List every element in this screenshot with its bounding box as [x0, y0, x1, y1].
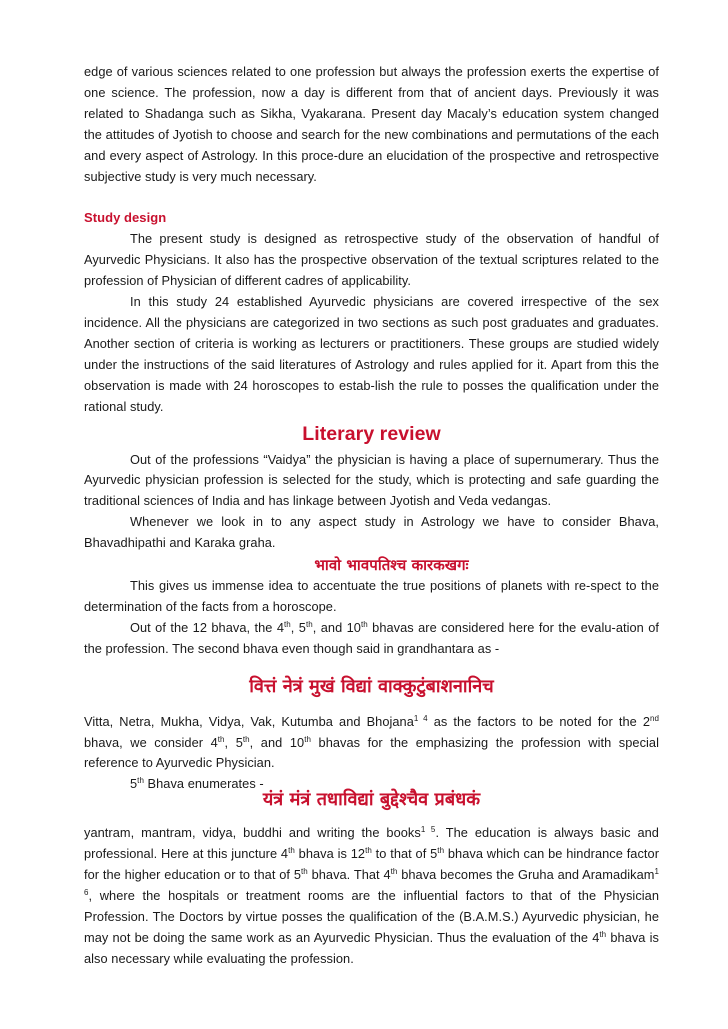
literary-review-heading: Literary review — [302, 422, 441, 445]
literary-review-paragraph-7: yantram, mantram, vidya, buddhi and writing the books$^{1 5}$. The education is always basic and professional. Here at this juncture 4th bhava is 12th to that of 5th bhava which can be hindrance factor for the higher education or to that of 5th bhava. That 4th bhava becomes the Gruha and Aramadikam$^{1 6}$, where the hospitals or treatment rooms are the influential factors to that of the Physician Profession. The Doctors by virtue posses the qualification of the (B.A.M.S.) Ayurvedic physician, he may not be doing the same work as an Ayurvedic Physician. Thus the evaluation of the 4th bhava is also necessary while evaluating the profession. — [84, 825, 660, 966]
sanskrit-verse-3: यंत्रं मंत्रं तधाविद्यां बुद्देश्चैव प्रबंधकं — [262, 789, 481, 811]
intro-paragraph: edge of various sciences related to one profession but always the profession exerts the expertise of one science. The profession, now a day is different from that of ancient days. Previously it was related to Shadanga such as Sikha, Vyakarana. Present day Macaly’s education system changed the attitudes of Jyotish to choose and search for the new combinations and permutations of the each and every aspect of Astrology. In this proce-dure an elucidation of the prospective and retrospective subjective study is very much necessary. — [84, 64, 659, 184]
literary-review-paragraph-6: 5th Bhava enumerates - — [130, 776, 264, 792]
literary-review-paragraph-3: This gives us immense idea to accentuate the true positions of planets with re-spect to the determination of the facts from a horoscope. — [84, 578, 659, 614]
sanskrit-verse-2: वित्तं नेत्रं मुखं विद्यां वाक्कुटुंबाशनानिच — [249, 675, 494, 697]
document-page — [84, 62, 659, 970]
study-design-paragraph-2: In this study 24 established Ayurvedic physicians are covered irrespective of the sex incidence. All the physicians are categorized in two sections as such post graduates and graduates. Another section of criteria is working as lecturers or practitioners. These groups are studied widely under the instructions of the said literatures of Astrology and rules applied for it. Apart from this the observation is made with 24 horoscopes to estab-lish the rule to posses the qualification under the rational study. — [84, 294, 659, 414]
literary-review-paragraph-4: Out of the 12 bhava, the 4th, 5th, and 10th bhavas are considered here for the evalu-ation of the profession. The second bhava even though said in grandhantara as - — [84, 619, 659, 656]
literary-review-paragraph-5: Vitta, Netra, Mukha, Vidya, Vak, Kutumba and Bhojana$^{1 4}$ as the factors to be noted for the 2nd bhava, we consider 4th, 5th, and 10th bhavas for the emphasizing the profession with special reference to Ayurvedic Physician. — [84, 713, 660, 771]
literary-review-paragraph-2: Whenever we look in to any aspect study in Astrology we have to consider Bhava, Bhavadhipathi and Karaka graha. — [84, 514, 659, 551]
study-design-paragraph-1: The present study is designed as retrospective study of the observation of handful of Ayurvedic Physicians. It also has the prospective observation of the textual scriptures related to the profession of Physician of different cadres of applicability. — [84, 231, 659, 289]
literary-review-paragraph-1: Out of the professions “Vaidya” the physician is having a place of supernumerary. Thus the Ayurvedic physician profession is selected for the study, which is protecting and safe guarding the traditional sciences of India and has linkage between Jyotish and Veda vedangas. — [84, 451, 659, 509]
study-design-heading: Study design — [84, 210, 167, 226]
sanskrit-verse-1: भावो भावपतिश्च कारकखगः — [314, 556, 469, 575]
